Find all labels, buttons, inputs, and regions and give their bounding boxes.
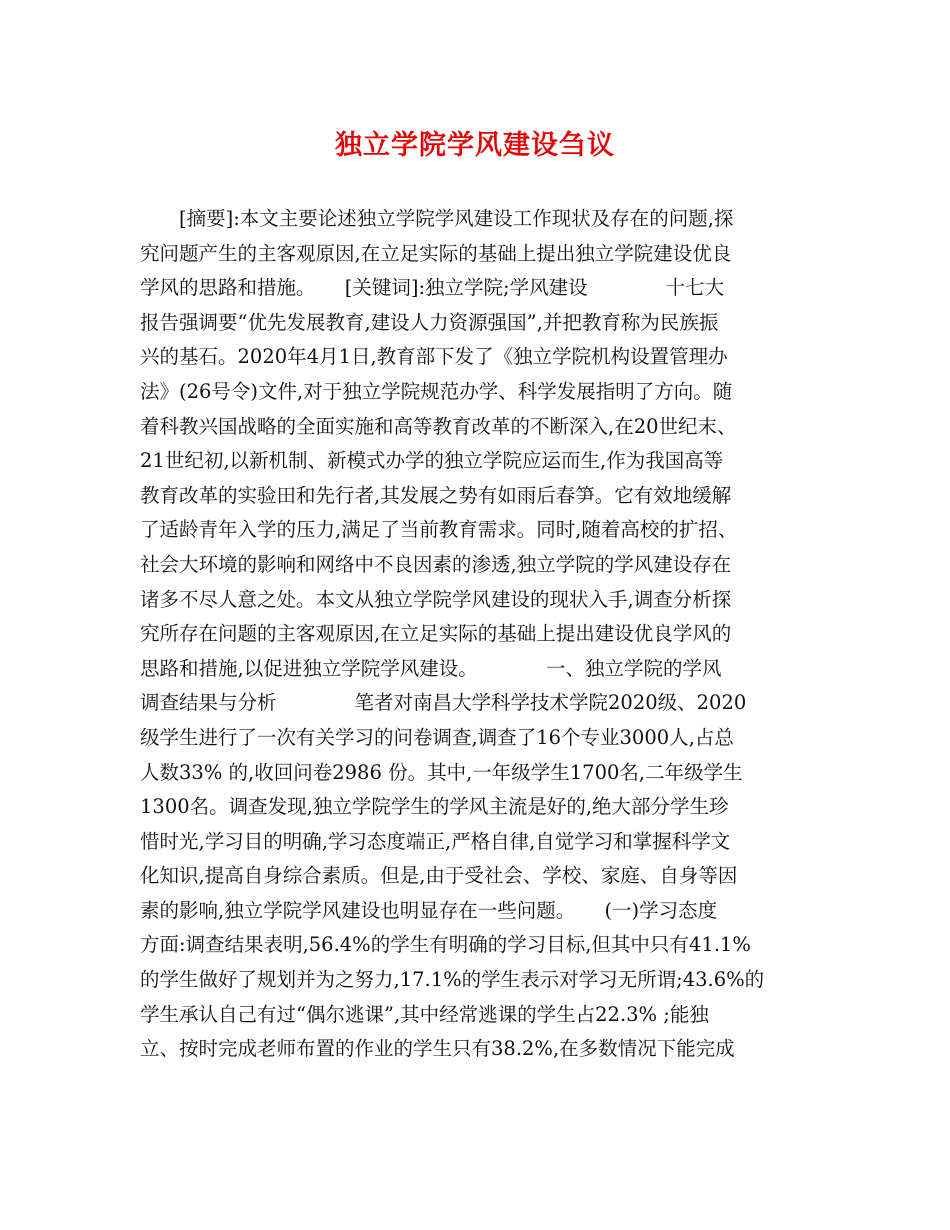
text-line: 究问题产生的主客观原因,在立足实际的基础上提出独立学院建设优良 xyxy=(140,241,732,265)
text-line: 究所存在问题的主客观原因,在立足实际的基础上提出建设优良学风的 xyxy=(140,622,732,646)
text-line: [摘要]:本文主要论述独立学院学风建设工作现状及存在的问题,探 xyxy=(140,207,734,230)
text-line: 立、按时完成老师布置的作业的学生只有38.2%,在多数情况下能完成 xyxy=(140,1037,735,1061)
text-line: 了适龄青年入学的压力,满足了当前教育需求。同时,随着高校的扩招、 xyxy=(140,518,738,542)
text-line: 惜时光,学习目的明确,学习态度端正,严格自律,自觉学习和掌握科学文 xyxy=(140,829,731,853)
text-line: 学生承认自己有过“偶尔逃课”,其中经常逃课的学生占22.3% ;能独 xyxy=(140,1002,709,1026)
text-line: 兴的基石。2020年4月1日,教育部下发了《独立学院机构设置管理办 xyxy=(140,345,728,369)
document-title: 独立学院学风建设刍议 xyxy=(335,130,615,161)
text-line: 21世纪初,以新机制、新模式办学的独立学院应运而生,作为我国高等 xyxy=(140,449,724,473)
text-line: 着科教兴国战略的全面实施和高等教育改革的不断深入,在20世纪末、 xyxy=(140,414,737,438)
text-line: 级学生进行了一次有关学习的问卷调查,调查了16个专业3000人,占总 xyxy=(140,725,734,749)
text-line: 报告强调要“优先发展教育,建设人力资源强国”,并把教育称为民族振 xyxy=(140,310,719,334)
text-line: 方面:调查结果表明,56.4%的学生有明确的学习目标,但其中只有41.1% xyxy=(140,933,751,957)
document-body xyxy=(140,202,820,1067)
text-line: 的学生做好了规划并为之努力,17.1%的学生表示对学习无所谓;43.6%的 xyxy=(140,968,765,992)
text-line: 法》(26号令)文件,对于独立学院规范办学、科学发展指明了方向。随 xyxy=(140,379,733,403)
text-line: 1300名。调查发现,独立学院学生的学风主流是好的,绝大部分学生珍 xyxy=(140,795,729,819)
text-line: 调查结果与分析 笔者对南昌大学科学技术学院2020级、2020 xyxy=(140,691,747,715)
text-line: 社会大环境的影响和网络中不良因素的渗透,独立学院的学风建设存在 xyxy=(140,552,732,576)
text-line: 教育改革的实验田和先行者,其发展之势有如雨后春笋。它有效地缓解 xyxy=(140,483,732,507)
text-line: 诸多不尽人意之处。本文从独立学院学风建设的现状入手,调查分析探 xyxy=(140,587,732,611)
text-line: 思路和措施,以促进独立学院学风建设。 一、独立学院的学风 xyxy=(140,656,722,680)
text-line: 人数33% 的,收回问卷2986 份。其中,一年级学生1700名,二年级学生 xyxy=(140,760,743,784)
text-line: 化知识,提高自身综合素质。但是,由于受社会、学校、家庭、自身等因 xyxy=(140,864,738,888)
text-line: 素的影响,独立学院学风建设也明显存在一些问题。 (一)学习态度 xyxy=(140,898,718,922)
text-line: 学风的思路和措施。 [关键词]:独立学院;学风建设 十七大 xyxy=(140,276,725,300)
